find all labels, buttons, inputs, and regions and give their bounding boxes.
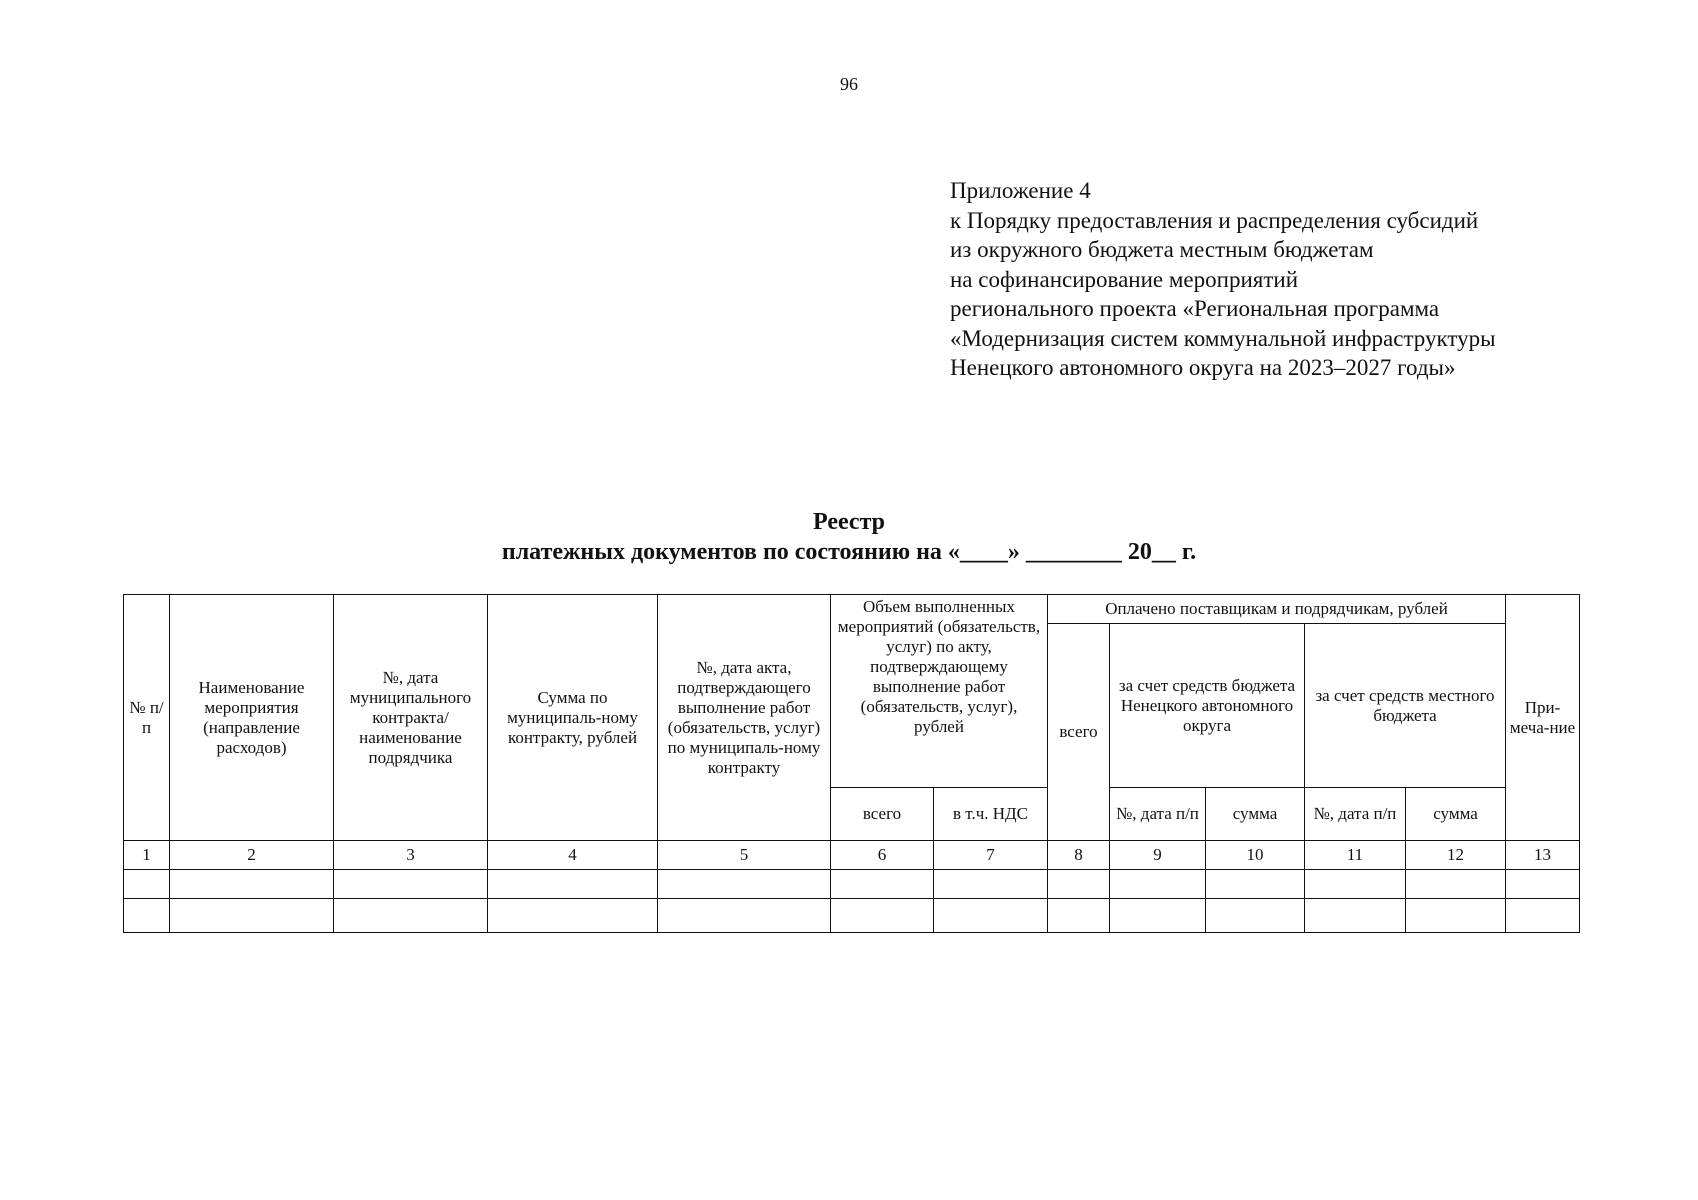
- table-cell: [1110, 899, 1206, 933]
- table-cell: [1305, 870, 1406, 899]
- table-cell: [124, 870, 170, 899]
- header-okrug-doc: №, дата п/п: [1110, 788, 1206, 841]
- table-cell: [831, 870, 934, 899]
- header-volume-group: Объем выполненных мероприятий (обязательств, услуг) по акту, подтверждающему выполнение работ (обязательств, услуг), рублей: [831, 595, 1048, 788]
- appendix-heading: [950, 176, 1496, 383]
- table-cell: [658, 899, 831, 933]
- column-number: 6: [831, 841, 934, 870]
- column-number: 8: [1048, 841, 1110, 870]
- header-local-doc: №, дата п/п: [1305, 788, 1406, 841]
- header-volume-total: всего: [831, 788, 934, 841]
- table-cell: [1048, 870, 1110, 899]
- appendix-line: на софинансирование мероприятий: [950, 266, 1298, 292]
- table-cell: [488, 899, 658, 933]
- title-line-subtitle: платежных документов по состоянию на «____» ________ 20__ г.: [501, 539, 1197, 565]
- table-cell: [1048, 899, 1110, 933]
- appendix-line: Ненецкого автономного округа на 2023–2027 годы»: [950, 355, 1456, 380]
- column-number: 5: [658, 841, 831, 870]
- column-number: 7: [934, 841, 1048, 870]
- header-okrug-budget: за счет средств бюджета Ненецкого автономного округа: [1110, 624, 1305, 788]
- header-local-budget: за счет средств местного бюджета: [1305, 624, 1506, 788]
- header-notes: При-меча-ние: [1506, 595, 1580, 841]
- appendix-line: из окружного бюджета местным бюджетам: [950, 237, 1374, 262]
- column-number: 10: [1206, 841, 1305, 870]
- column-number: 3: [334, 841, 488, 870]
- header-paid-group: Оплачено поставщикам и подрядчикам, рублей: [1048, 595, 1506, 624]
- table-cell: [658, 870, 831, 899]
- column-number: 1: [124, 841, 170, 870]
- table-cell: [1206, 899, 1305, 933]
- header-paid-total: всего: [1048, 624, 1110, 841]
- table-cell: [934, 870, 1048, 899]
- table-cell: [1506, 870, 1580, 899]
- table-row: [124, 899, 1580, 933]
- table-cell: [124, 899, 170, 933]
- table-cell: [1406, 870, 1506, 899]
- header-volume-vat: в т.ч. НДС: [934, 788, 1048, 841]
- appendix-line: регионального проекта «Региональная программа: [950, 296, 1440, 321]
- document-title: [0, 507, 1698, 567]
- table-cell: [1506, 899, 1580, 933]
- header-contract-sum: Сумма по муниципаль-ному контракту, рублей: [488, 595, 658, 841]
- column-number: 13: [1506, 841, 1580, 870]
- appendix-line: Приложение 4: [950, 178, 1091, 203]
- table-cell: [1406, 899, 1506, 933]
- table-cell: [831, 899, 934, 933]
- page-number: 96: [840, 74, 858, 94]
- table-cell: [488, 870, 658, 899]
- header-row-number: № п/п: [124, 595, 170, 841]
- header-act: №, дата акта, подтверждающего выполнение работ (обязательств, услуг) по муниципаль-ному контракту: [658, 595, 831, 841]
- column-number: 2: [170, 841, 334, 870]
- table-cell: [1206, 870, 1305, 899]
- table-cell: [1305, 899, 1406, 933]
- title-line-registry: Реестр: [812, 509, 886, 535]
- table-row: [124, 870, 1580, 899]
- column-number: 9: [1110, 841, 1206, 870]
- table-cell: [334, 899, 488, 933]
- appendix-line: к Порядку предоставления и распределения субсидий: [950, 207, 1479, 233]
- column-number-row: [124, 841, 1580, 870]
- table-cell: [934, 899, 1048, 933]
- header-okrug-sum: сумма: [1206, 788, 1305, 841]
- table-cell: [170, 870, 334, 899]
- registry-table: [123, 594, 1580, 933]
- header-activity-name: Наименование мероприятия (направление расходов): [170, 595, 334, 841]
- table-cell: [170, 899, 334, 933]
- column-number: 12: [1406, 841, 1506, 870]
- table-cell: [334, 870, 488, 899]
- column-number: 11: [1305, 841, 1406, 870]
- appendix-line: «Модернизация систем коммунальной инфраструктуры: [950, 325, 1496, 351]
- column-number: 4: [488, 841, 658, 870]
- header-contract: №, дата муниципального контракта/ наименование подрядчика: [334, 595, 488, 841]
- table-cell: [1110, 870, 1206, 899]
- header-local-sum: сумма: [1406, 788, 1506, 841]
